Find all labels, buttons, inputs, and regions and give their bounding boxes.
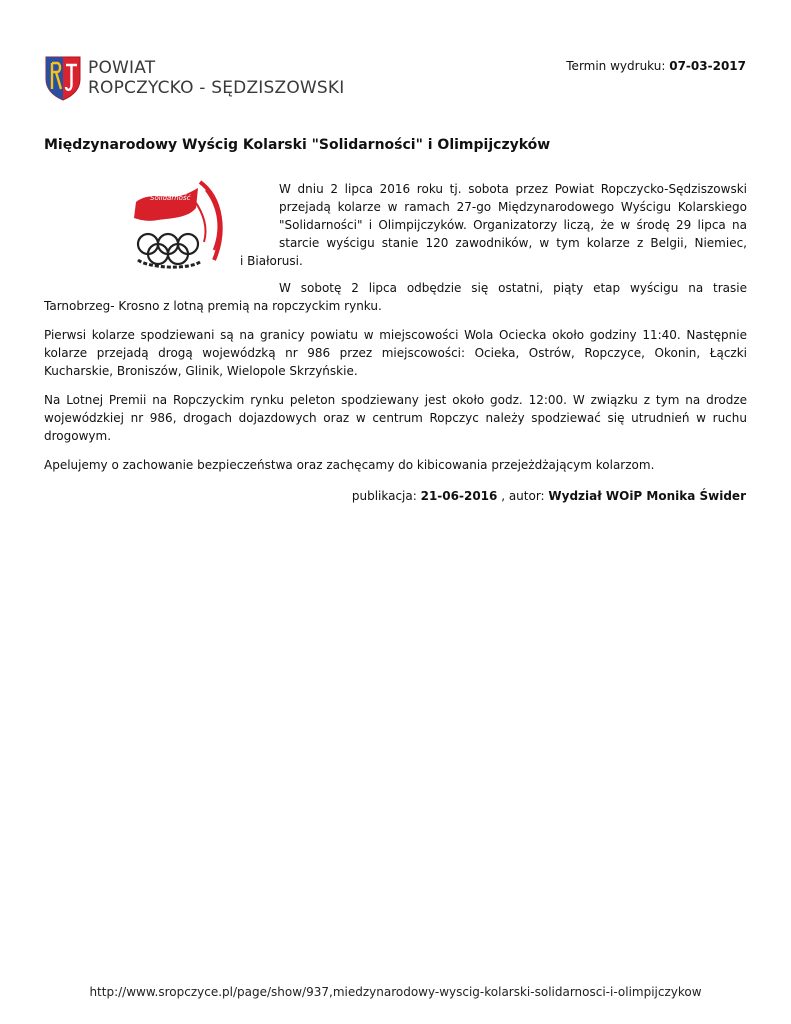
solidarnosc-logo-text: Solidarność <box>150 194 191 202</box>
print-date <box>566 59 746 73</box>
author-name: Wydział WOiP Monika Świder <box>548 489 746 503</box>
print-date-label: Termin wydruku: <box>566 59 670 73</box>
paragraph-2: Pierwsi kolarze spodziewani są na granicy powiatu w miejscowości Wola Ociecka około godziny 11:40. Następnie kolarze przejadą drogą wojewódzką nr 986 przez miejscowości: Ocieka, Ostrów, Ropczyce, Okonin, Łączki Kucharskie, Broniszów, Glinik, Wielopole Skrzyńskie. <box>44 328 747 378</box>
logo-line-1: POWIAT <box>88 58 156 78</box>
paragraph-4: Apelujemy o zachowanie bezpieczeństwa oraz zachęcamy do kibicowania przejeżdżającym kolarzom. <box>44 458 655 472</box>
article-title: Międzynarodowy Wyścig Kolarski "Solidarności" i Olimpijczyków <box>44 137 551 153</box>
intro-line-3: "Solidarności" i Olimpijczyków. Organizatorzy liczą, że w środę 29 lipca na <box>279 218 747 232</box>
logo-line-2: ROPCZYCKO - SĘDZISZOWSKI <box>88 78 345 98</box>
intro-line-2: przejadą kolarze w ramach 27-go Międzynarodowego Wyścigu Kolarskiego <box>279 200 747 214</box>
article-intro <box>44 180 747 268</box>
publication-label: publikacja: <box>351 489 421 503</box>
footer-url[interactable]: http://www.sropczyce.pl/page/show/937,miedzynarodowy-wyscig-kolarski-solidarnosci-i-olimpijczykow <box>89 985 702 999</box>
publication-info <box>352 489 746 503</box>
article-body <box>44 180 747 485</box>
paragraph-3: Na Lotnej Premii na Ropczyckim rynku peleton spodziewany jest około godz. 12:00. W związku z tym na drodze wojewódzkiej nr 986, drogach dojazdowych oraz w centrum Ropczyc należy spodziewać się utrudnień w ruchu drogowym. <box>44 393 747 443</box>
publication-date: 21-06-2016 <box>420 489 498 503</box>
site-logo[interactable] <box>44 55 345 101</box>
print-date-value: 07-03-2017 <box>669 59 746 73</box>
author-label: , autor: <box>497 489 549 503</box>
intro-line-4: starcie wyścigu stanie 120 zawodników, w tym kolarze z Belgii, Niemiec, <box>279 236 747 250</box>
intro-line-5: i Białorusi. <box>240 254 303 268</box>
intro-line-1: W dniu 2 lipca 2016 roku tj. sobota przez Powiat Ropczycko-Sędziszowski <box>279 182 747 196</box>
article-image <box>88 180 234 272</box>
paragraph-1: W sobotę 2 lipca odbędzie się ostatni, piąty etap wyścigu na trasie Tarnobrzeg- Krosno z lotną premią na ropczyckim rynku. <box>44 281 747 313</box>
solidarnosc-olympians-image <box>88 180 234 272</box>
coat-of-arms-icon <box>44 55 82 101</box>
